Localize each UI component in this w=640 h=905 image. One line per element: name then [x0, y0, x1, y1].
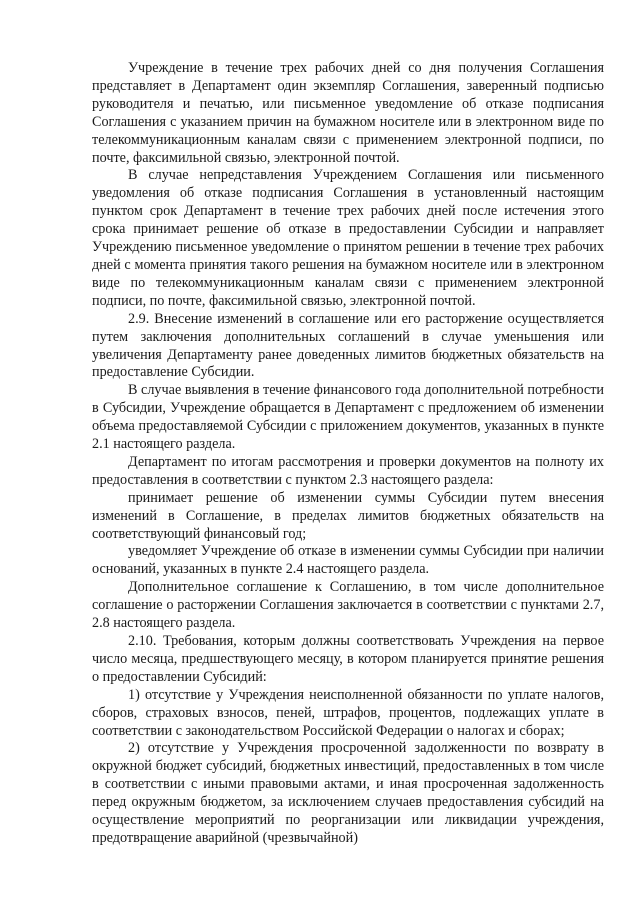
paragraph-agreement-submission: Учреждение в течение трех рабочих дней со дня получения Соглашения представляет в Департамент один экземпляр Соглашения, заверенный подписью руководителя и печатью, или письменное уведомление об отказе подписания Соглашения с указанием причин на бумажном носителе или в электронном виде по телекоммуникационным каналам связи с применением электронной подписи, по почте, факсимильной связью, электронной почтой. [92, 60, 604, 166]
paragraph-2-9: 2.9. Внесение изменений в соглашение или его расторжение осуществляется путем заключения дополнительных соглашений в случае уменьшения или увеличения Департаменту ранее доведенных лимитов бюджетных обязательств на предоставление Субсидии. [92, 310, 604, 381]
paragraph-additional-need: В случае выявления в течение финансового года дополнительной потребности в Субсидии, Учреждение обращается в Департамент с предложением об изменении объема предоставляемой Субсидии с приложением документов, указанных в пункте 2.1 настоящего раздела. [92, 382, 604, 453]
paragraph-requirement-2: 2) отсутствие у Учреждения просроченной задолженности по возврату в окружной бюджет субсидий, бюджетных инвестиций, предоставленных в том числе в соответствии с иными правовыми актами, и иная просроченная задолженность перед окружным бюджетом, за исключением случаев предоставления субсидий на осуществление мероприятий по реорганизации или ликвидации учреждения, предотвращение аварийной (чрезвычайной) [92, 740, 604, 846]
paragraph-notify-refusal: уведомляет Учреждение об отказе в изменении суммы Субсидии при наличии оснований, указанных в пункте 2.4 настоящего раздела. [92, 543, 604, 578]
document-body [92, 60, 604, 848]
paragraph-department-review: Департамент по итогам рассмотрения и проверки документов на полноту их предоставления в соответствии с пунктом 2.3 настоящего раздела: [92, 453, 604, 488]
paragraph-non-submission: В случае непредставления Учреждением Соглашения или письменного уведомления об отказе подписания Соглашения в установленный настоящим пунктом срок Департамент в течение трех рабочих дней после истечения этого срока принимает решение об отказе в предоставлении Субсидии и направляет Учреждению письменное уведомление о принятом решении в течение трех рабочих дней с момента принятия такого решения на бумажном носителе или в электронном виде по телекоммуникационным каналам связи с применением электронной подписи, по почте, факсимильной связью, электронной почтой. [92, 167, 604, 309]
paragraph-2-10: 2.10. Требования, которым должны соответствовать Учреждения на первое число месяца, предшествующего месяцу, в котором планируется принятие решения о предоставлении Субсидий: [92, 633, 604, 685]
paragraph-additional-agreement: Дополнительное соглашение к Соглашению, в том числе дополнительное соглашение о расторжении Соглашения заключается в соответствии с пунктами 2.7, 2.8 настоящего раздела. [92, 579, 604, 632]
paragraph-decision-change: принимает решение об изменении суммы Субсидии путем внесения изменений в Соглашение, в пределах лимитов бюджетных обязательств на соответствующий финансовый год; [92, 489, 604, 542]
paragraph-requirement-1: 1) отсутствие у Учреждения неисполненной обязанности по уплате налогов, сборов, страховых взносов, пеней, штрафов, процентов, подлежащих уплате в соответствии с законодательством Российской Федерации о налогах и сборах; [92, 686, 604, 739]
